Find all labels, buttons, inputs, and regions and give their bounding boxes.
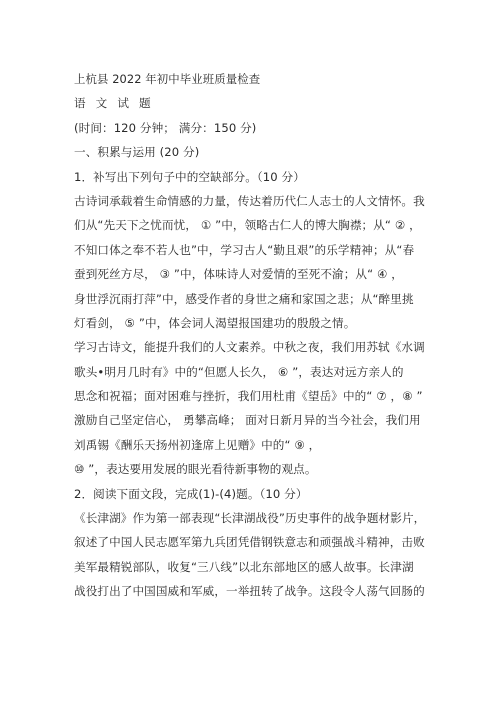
question-1-line: 激励自己坚定信心， 勇攀高峰； 面对日新月异的当今社会，我们用 <box>74 413 421 428</box>
question-2-line: 战役打出了中国国威和军威，一举扭转了战争。这段令人荡气回肠的 <box>74 584 425 599</box>
question-2-line: 美军最精锐部队，收复“三八线”以北东部地区的感人故事。长津湖 <box>74 559 414 574</box>
exam-title: 上杭县 2022 年初中毕业班质量检查 <box>74 72 261 86</box>
question-2-heading: 2．阅读下面文段，完成(1)-(4)题。（10 分） <box>74 486 308 501</box>
question-2-line: 《长津湖》作为第一部表现“长津湖战役”历史事件的战争题材影片， <box>74 511 426 526</box>
question-1-heading: 1．补写出下列句子中的空缺部分。（10 分） <box>74 169 305 184</box>
question-1-line: 蚕到死丝方尽， ③ ”中，体味诗人对爱情的至死不渝；从“ ④ ， <box>74 267 403 282</box>
question-1-line: 不知口体之奉不若人也”中，学习古人“勤且艰”的乐学精神；从“春 <box>74 242 415 257</box>
section-heading: 一、积累与运用 (20 分) <box>74 145 200 160</box>
document-body <box>74 67 428 604</box>
time-info: (时间：120 分钟； 满分：150 分) <box>74 120 257 135</box>
subject-title: 语 文 试 题 <box>74 96 154 111</box>
question-1-line: 思念和祝福；面对困难与挫折，我们用杜甫《望岳》中的“ ⑦ ，⑧ ” <box>74 389 423 404</box>
question-1-line: ⑩ ”，表达要用发展的眼光看待新事物的观点。 <box>74 462 317 477</box>
question-1-line: 刘禹锡《酬乐天扬州初逢席上见赠》中的“ ⑨ ， <box>74 437 321 452</box>
question-1-line: 古诗词承载着生命情感的力量，传达着历代仁人志士的人文情怀。我 <box>74 193 425 208</box>
question-1-line: 们从“先天下之忧而忧， ① ”中，领略古仁人的博大胸襟；从“ ② ， <box>74 218 421 233</box>
question-1-line: 身世浮沉雨打萍”中，感受作者的身世之痛和家国之悲；从“醉里挑 <box>74 291 414 306</box>
question-1-line: 学习古诗文，能提升我们的人文素养。中秋之夜，我们用苏轼《水调 <box>74 340 425 355</box>
question-1-line: 灯看剑， ⑤ ”中，体会词人渴望报国建功的殷殷之情。 <box>74 315 356 330</box>
question-1-line: 歌头•明月几时有》中的“但愿人长久， ⑥ ”，表达对远方亲人的 <box>74 364 404 379</box>
question-2-line: 叙述了中国人民志愿军第九兵团凭借钢铁意志和顽强战斗精神，击败 <box>74 535 425 550</box>
